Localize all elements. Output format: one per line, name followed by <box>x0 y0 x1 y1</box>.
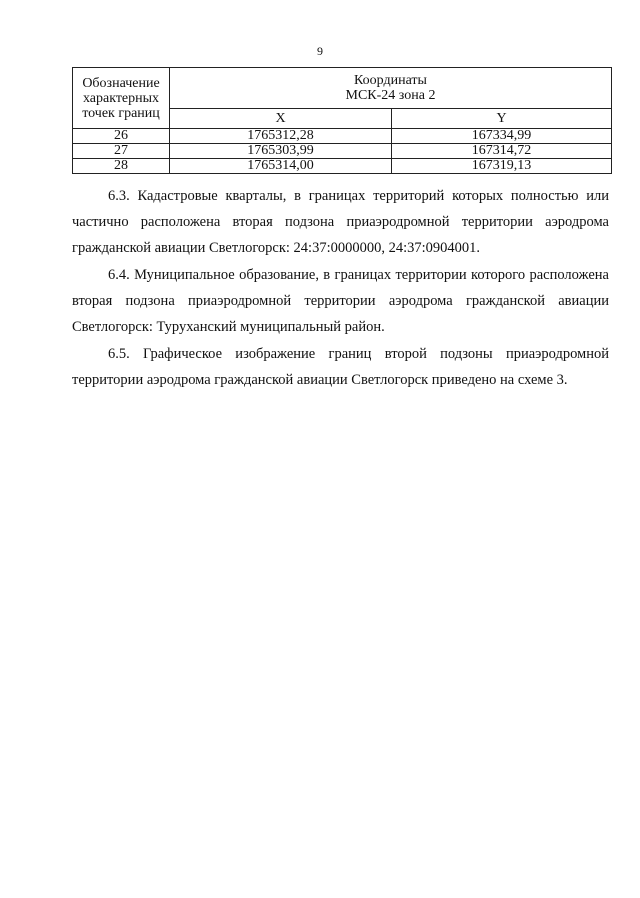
header-coordinates-line: Координаты <box>354 73 427 89</box>
paragraph-text: 6.3. Кадастровые кварталы, в границах территорий которых полностью или частично расположена вторая подзона приаэродромной территории аэродрома гражданской авиации Светлогорск: 24:37:0000000, 24:37:0904001. <box>72 188 609 256</box>
paragraph-6-3 <box>72 183 609 261</box>
paragraph-6-5 <box>72 341 609 393</box>
table-row <box>73 129 612 144</box>
cell-point: 26 <box>73 129 170 144</box>
cell-x: 1765314,00 <box>170 159 392 174</box>
table-header-row <box>73 68 612 109</box>
header-coordinates <box>170 68 612 109</box>
header-coordinates-line: МСК-24 зона 2 <box>345 88 436 104</box>
cell-point: 27 <box>73 144 170 159</box>
header-axis-y: Y <box>392 109 612 129</box>
header-axis-x: X <box>170 109 392 129</box>
cell-y: 167314,72 <box>392 144 612 159</box>
cell-y: 167319,13 <box>392 159 612 174</box>
header-designation-line: Обозначение <box>82 76 160 91</box>
header-designation <box>73 68 170 129</box>
table-row <box>73 144 612 159</box>
cell-y: 167334,99 <box>392 129 612 144</box>
header-designation-line: точек границ <box>82 106 160 121</box>
header-designation-line: характерных <box>82 91 160 106</box>
paragraph-text: 6.4. Муниципальное образование, в границах территории которого расположена вторая подзона приаэродромной территории аэродрома гражданской авиации Светлогорск: Туруханский муниципальный район. <box>72 267 609 335</box>
cell-x: 1765312,28 <box>170 129 392 144</box>
table-row <box>73 159 612 174</box>
coordinates-table <box>72 67 612 174</box>
page-number: 9 <box>317 44 323 58</box>
paragraph-text: 6.5. Графическое изображение границ второй подзоны приаэродромной территории аэродрома гражданской авиации Светлогорск приведено на схеме 3. <box>72 346 609 388</box>
cell-point: 28 <box>73 159 170 174</box>
cell-x: 1765303,99 <box>170 144 392 159</box>
paragraph-6-4 <box>72 262 609 340</box>
